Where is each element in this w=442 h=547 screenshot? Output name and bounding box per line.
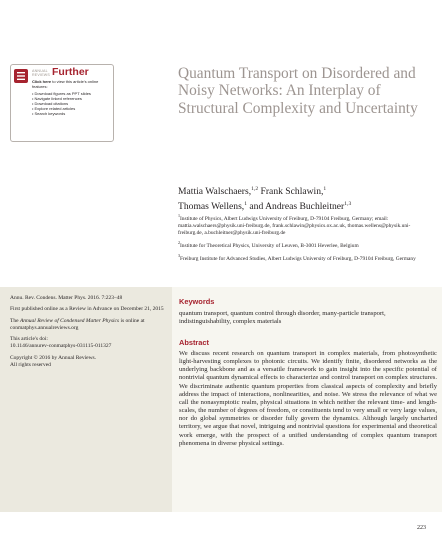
affiliation [178,253,430,263]
abstract-text: We discuss recent research on quantum transport in complex materials, from photosynthetic light-harvesting complexes to photonic circuits. We identify finite, disordered networks as the underlying backbone and as a versatile framework to gain insight into the specific potential of nontrivial quantum dynamical effects to characterize and control transport on complex structures. We discriminate authentic quantum properties from classical aspects of complexity and briefly address the impact of interactions, nonlinearities, and noise. We stress the relevance of what we call the nonasymptotic realm, physical situations in which neither the relevant time- and length-scales, the number of degrees of freedom, or constituents tend to very small or very large values, nor do global symmetries or disorder fully govern the dynamics. Although largely uncharted territory, we argue that novel, intriguing and nontrivial questions for experimental and theoretical work emerge, with the prospect of a unified understanding of complex quantum transport phenomena in diverse physical settings. [179,350,437,447]
further-intro [32,80,112,90]
feature-item[interactable]: • Download figures as PPT slides [32,91,91,96]
click-here-link[interactable]: Click here [32,79,52,84]
doi-label: This article's doi: [10,336,48,343]
affiliation-text: Freiburg Institute for Advanced Studies, Albert Ludwigs University of Freiburg, D-79104 Freiburg, Germany [180,255,416,262]
annual-reviews-badge-icon [14,69,28,83]
author-affil-sup: 1 [323,186,327,192]
feature-item[interactable]: • Explore related articles [32,106,91,111]
doi-link[interactable]: 10.1146/annurev-conmatphys-031115-011327 [10,343,112,350]
further-intro-text: to view this article's online features: [32,79,99,89]
affiliation-sup: 2 [178,239,180,245]
article-meta [10,295,168,373]
journal-name: Annual Review of Condensed Matter Physics [19,317,120,324]
feature-item[interactable]: • Search keywords [32,111,91,116]
brand-further: Further [52,66,89,78]
copyright-block [10,355,168,369]
page-number: 223 [417,525,426,531]
affiliation [178,240,430,250]
keywords-abstract-panel [172,287,442,512]
author-affil-sup: 1,2 [251,186,259,192]
first-published: First published online as a Review in Advance on December 21, 2015 [10,306,164,313]
feature-item[interactable]: • Download citations [32,101,91,106]
author-list [178,183,428,213]
affiliation-sup: 3 [178,253,180,258]
author-name: Andreas Buchleitner [265,201,345,213]
affiliation-text: Institute of Physics, Albert Ludwigs University of Freiburg, D-79104 Freiburg, Germany; email: mattia.walschaers@physik.uni-freiburg.de, frank.schlawin@physics.ox.ac.uk, thomas.wellens@physik.uni-freiburg.de, a.buchleitner@physik.uni-freiburg.de [178,215,411,236]
affiliation-sup: 1 [178,213,180,218]
journal-pre: The [10,317,20,324]
doi-block [10,336,168,350]
journal-online-link[interactable]: is online at conmatphys.annualreviews.org [10,317,145,331]
copyright: Copyright © 2016 by Annual Reviews. [10,354,97,361]
citation: Annu. Rev. Condens. Matter Phys. 2016. 7:223–48 [10,295,123,301]
author-affil-sup: 1,3 [344,201,352,208]
article-meta-panel [0,287,172,512]
author-name: Thomas Wellens, [178,201,245,213]
feature-item[interactable]: • Navigate linked references [32,96,91,101]
author-name: Mattia Walschaers, [178,186,252,198]
keywords-heading: Keywords [179,297,215,306]
keywords-text: quantum transport, quantum control through disorder, many-particle transport, indistinguishability, complex materials [179,310,386,325]
further-features-box[interactable] [10,64,114,142]
rights: All rights reserved [10,361,51,368]
author-separator: and [247,201,266,213]
brand-annual-reviews: ANNUAL REVIEWS [32,69,50,77]
author-name: Frank Schlawin, [260,186,324,198]
further-feature-list [32,91,91,116]
author-affil-sup: 1 [244,201,247,208]
affiliation-text: Institute for Theoretical Physics, University of Leuven, B-3001 Heverlee, Belgium [180,242,359,249]
abstract-heading: Abstract [179,338,209,347]
affiliation [178,213,430,237]
article-title: Quantum Transport on Disordered and Noisy Networks: An Interplay of Structural Complexity and Uncertainty [178,65,418,117]
affiliations [178,213,430,266]
journal-online [10,318,168,332]
